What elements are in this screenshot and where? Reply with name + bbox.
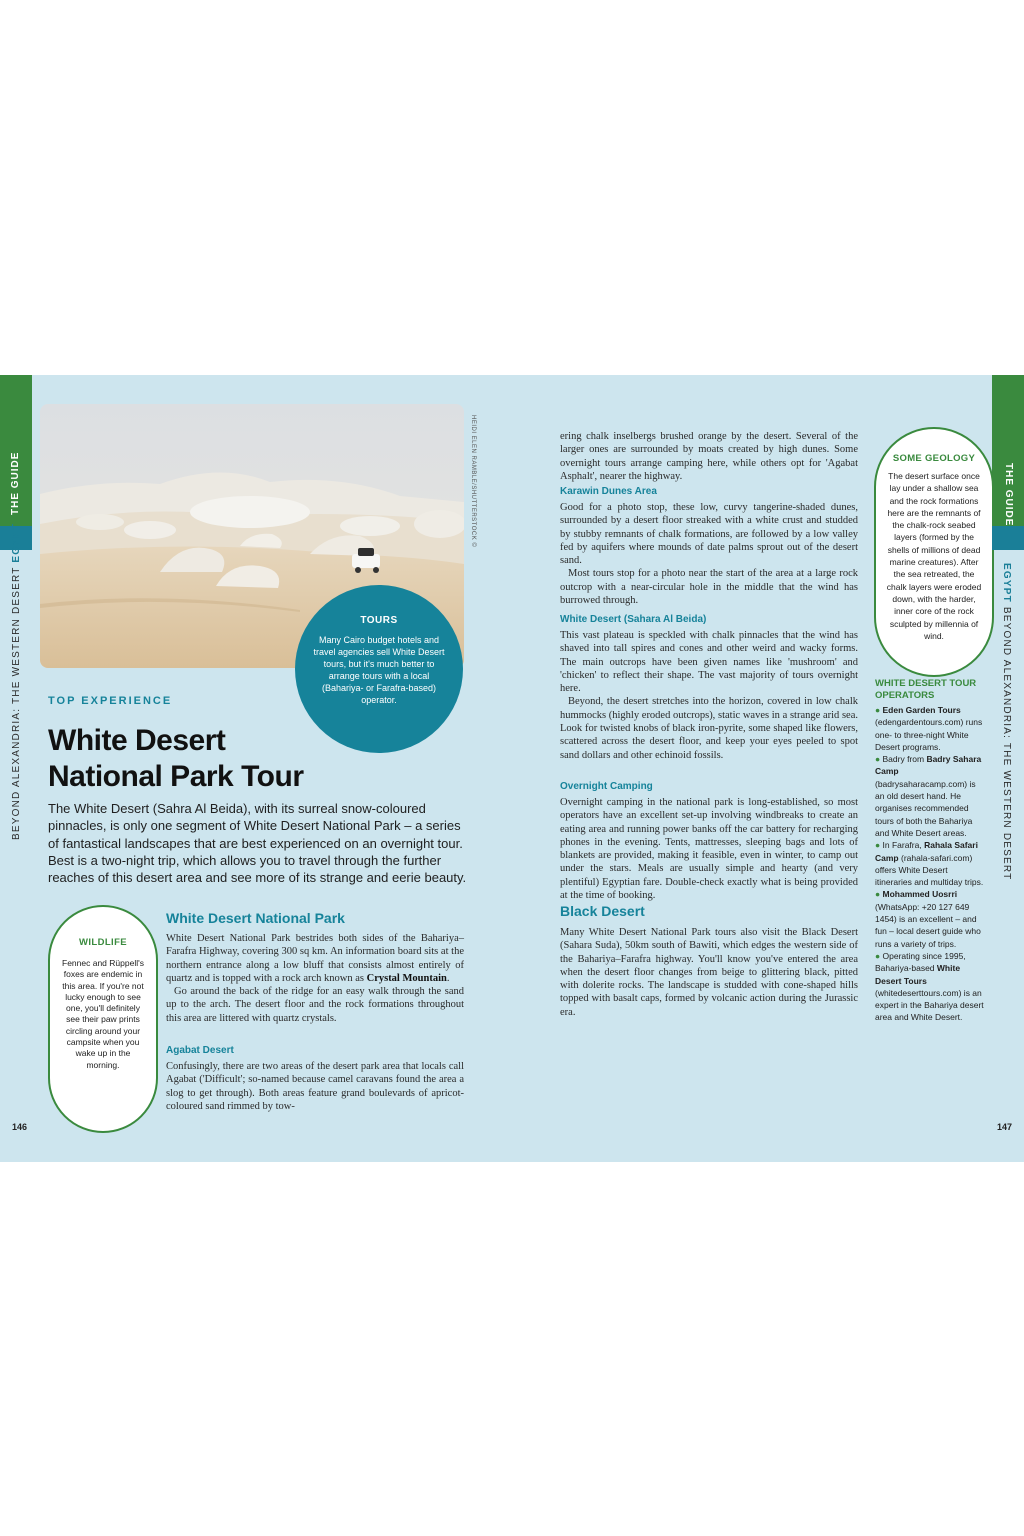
tour-operators-heading: WHITE DESERT TOUR OPERATORS xyxy=(875,678,977,701)
running-head xyxy=(11,523,22,840)
left-page xyxy=(0,375,512,1162)
book-spread xyxy=(0,375,1024,1162)
right-page xyxy=(512,375,1024,1162)
black-desert-body xyxy=(560,926,858,1019)
camping-body xyxy=(560,796,858,902)
section-paragraph-1: White Desert National Park bestrides both sides of the Bahariya–Farafra Highway, covering 300 sq km. An information board sits at the northern entrance along a low bluff that consists almost entirely of quartz and is topped with a rock arch known as Crystal Mountain. xyxy=(166,933,464,984)
running-head xyxy=(1001,563,1012,880)
white-desert-paragraph-1: This vast plateau is speckled with chalk pinnacles that the wind has shaved into tall spires and cones and other weird and wacky forms. The main outcrops have been given names like 'mushroom' and 'chicken' to reflect their shape. The vast majority of tours overnight here. xyxy=(560,630,858,695)
running-head-text: BEYOND ALEXANDRIA: THE WESTERN DESERT xyxy=(1001,606,1012,881)
white-desert-paragraph-2: Beyond, the desert stretches into the horizon, covered in low chalk hummocks (highly eroded outcrops), static waves in a strange arid sea. Look for twisted knobs of black iron-pyrite, some shaped like flowers, scattered across the desert floor, and keep your eyes peeled to spot sand dollars and other echinoid fossils. xyxy=(560,696,858,761)
running-head-accent: EGYPT xyxy=(1001,563,1012,603)
operator-item: ● Operating since 1995, Bahariya-based White Desert Tours (whitedeserttours.com) is an expert in the Bahariya desert area and White Desert. xyxy=(875,950,984,1023)
tab-label: THE GUIDE xyxy=(1003,463,1014,527)
continued-paragraph: ering chalk inselbergs brushed orange by the desert. Several of the larger ones are surrounded by moats created by high dunes. Some overnight tours arrange camping here, while others opt for 'Agabat Asphalt', nearer the highway. xyxy=(560,431,858,482)
section-body xyxy=(166,932,464,1025)
top-experience-label: TOP EXPERIENCE xyxy=(48,695,173,707)
karawin-heading: Karawin Dunes Area xyxy=(560,486,657,497)
tours-text: Many Cairo budget hotels and travel agencies sell White Desert tours, but it's much better to arrange tours with a local (Bahariya- or Farafra-based) operator. xyxy=(313,635,445,705)
photo-credit: HEIDI ELEN RAMBLE/SHUTTERSTOCK © xyxy=(470,415,476,548)
running-head-text: BEYOND ALEXANDRIA: THE WESTERN DESERT xyxy=(11,566,22,840)
tour-operators-box xyxy=(875,678,985,1024)
wildlife-text: Fennec and Rüppell's foxes are endemic in this area. If you're not lucky enough to see one, you'll definitely see their paw prints circling around your campsite when you wake up in the morning. xyxy=(62,958,144,1070)
operator-item: ● Badry from Badry Sahara Camp (badrysaharacamp.com) is an old desert hand. He organises recommended tours of both the Bahariya and White Desert areas. xyxy=(875,754,982,838)
section-tab xyxy=(0,375,32,526)
bullet-icon: ● xyxy=(875,889,883,900)
section-tab xyxy=(992,375,1024,526)
page-number: 146 xyxy=(12,1122,28,1132)
section-heading: White Desert National Park xyxy=(166,910,345,926)
agabat-heading: Agabat Desert xyxy=(166,1045,234,1056)
karawin-paragraph-2: Most tours stop for a photo near the start of the area at a large rock outcrop with a near-circular hole in the middle that the wind has burrowed through. xyxy=(560,568,858,607)
tours-heading: TOURS xyxy=(360,615,398,626)
operator-item: ● Mohammed Uosrri (WhatsApp: +20 127 649 1454) is an excellent – and fun – local desert guide who runs a variety of trips. xyxy=(875,889,981,949)
tab-label: THE GUIDE xyxy=(10,451,21,515)
tours-callout xyxy=(295,585,463,753)
section-paragraph-2: Go around the back of the ridge for an easy walk through the sand up to the arch. The desert floor and the rock formations throughout this area are littered with quartz crystals. xyxy=(166,986,464,1024)
white-desert-heading: White Desert (Sahara Al Beida) xyxy=(560,614,707,625)
bullet-icon: ● xyxy=(875,950,883,961)
bullet-icon: ● xyxy=(875,705,883,715)
title-line-2: National Park Tour xyxy=(48,760,304,793)
page-title xyxy=(48,723,304,795)
geology-text: The desert surface once lay under a shallow sea and the rock formations here are the remnants of the chalk-rock seabed layers (formed by the shells of millions of dead marine creatures). After the sea retreated, the chalk layers were eroded down, with the harder, inner core of the rock sculpted by millennia of wind. xyxy=(886,471,982,641)
white-desert-body xyxy=(560,629,858,762)
black-desert-heading: Black Desert xyxy=(560,903,645,919)
karawin-paragraph-1: Good for a photo stop, these low, curvy tangerine-shaded dunes, surrounded by a desert floor streaked with a white crust and studded by stubby remnants of chalk formations, are followed by a low valley fed by aquifers where mounds of date palms sprout out of the desert sand. xyxy=(560,502,858,567)
camping-paragraph: Overnight camping in the national park is long-established, so most operators have an excellent set-up involving windbreaks to create an eating area and running power banks off the car battery for recharging phones in the evening. Tents, mattresses, sleeping bags and lots of blankets are provided, making it feasible, even in winter, to camp out under the stars. Meals are usually simple and hearty (and very plentiful) Egyptian fare. Double-check exactly what is being provided at the time of booking. xyxy=(560,797,858,902)
section-tab-accent xyxy=(992,526,1024,550)
crystal-mountain: Crystal Mountain xyxy=(366,972,447,984)
wildlife-heading: WILDLIFE xyxy=(78,937,128,948)
geology-callout xyxy=(874,427,994,677)
geology-heading: SOME GEOLOGY xyxy=(892,453,976,464)
wildlife-callout xyxy=(48,905,158,1133)
black-desert-paragraph: Many White Desert National Park tours also visit the Black Desert (Sahara Suda), 50km south of Bawiti, which edges the western side of the Bahariya–Farafra highway. You'll know you've entered the area when the desert floor changes from beige to glittering black, pitted with dolerite rocks. The landscape is studded with cone-shaped hills topped with basalt caps, formed by volcanic action during the Jurassic era. xyxy=(560,927,858,1018)
title-line-1: White Desert xyxy=(48,724,226,757)
running-head-accent: EGYPT xyxy=(11,522,22,563)
intro-paragraph: The White Desert (Sahra Al Beida), with its surreal snow-coloured pinnacles, is only one segment of White Desert National Park – a series of fantastical landscapes that are best experienced on an overnight tour. Best is a two-night trip, which allows you to travel through the further reaches of this desert area and see more of its strange and eerie beauty. xyxy=(48,801,467,886)
karawin-body xyxy=(560,501,858,607)
operator-item: ● Eden Garden Tours (edengardentours.com) runs one- to three-night White Desert programs. xyxy=(875,705,983,752)
bullet-icon: ● xyxy=(875,840,883,851)
page-number: 147 xyxy=(997,1122,1013,1132)
continued-text xyxy=(560,430,858,483)
camping-heading: Overnight Camping xyxy=(560,781,653,792)
bullet-icon: ● xyxy=(875,754,883,765)
operator-item: ● In Farafra, Rahala Safari Camp (rahala-safari.com) offers White Desert itineraries and multiday trips. xyxy=(875,840,984,888)
agabat-paragraph: Confusingly, there are two areas of the desert park area that locals call Agabat ('Difficult'; so-named because camel caravans found the area a slog to get through). Both areas feature grand boulevards of apricot-coloured sand rimmed by tow- xyxy=(166,1061,464,1112)
agabat-body xyxy=(166,1060,464,1113)
